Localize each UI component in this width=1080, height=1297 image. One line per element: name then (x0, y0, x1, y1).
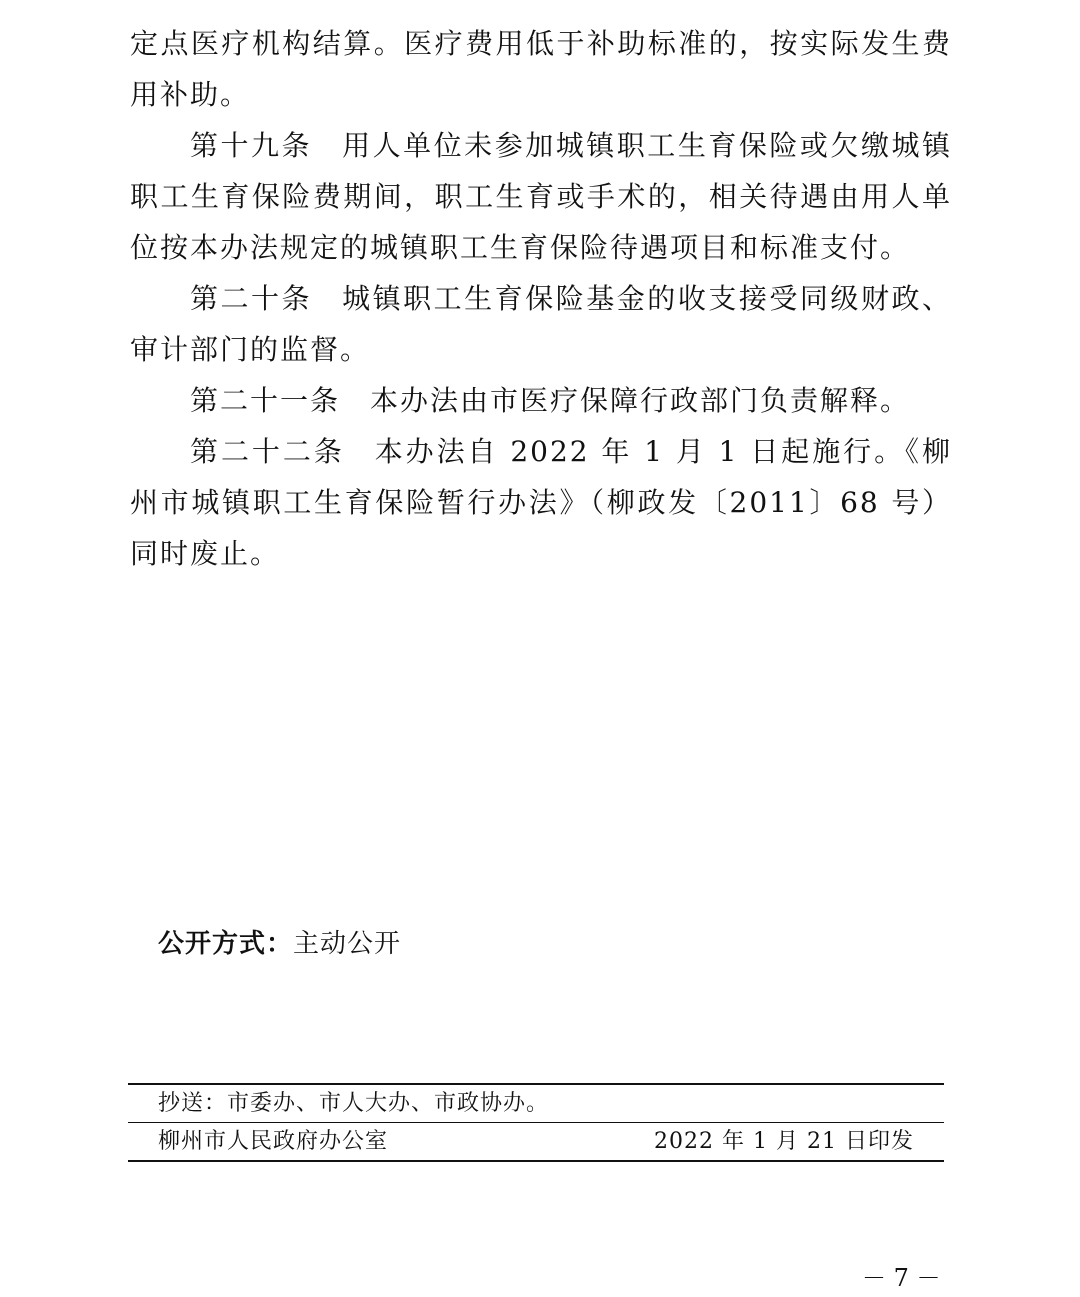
article-21-number: 第二十一条 (190, 384, 341, 417)
footer-rule-middle (128, 1122, 944, 1123)
issuing-office: 柳州市人民政府办公室 (158, 1129, 389, 1154)
footer-rule-bottom (128, 1160, 944, 1162)
article-22-number: 第二十二条 (190, 435, 345, 468)
cc-recipients: 抄送：市委办、市人大办、市政协办。 (158, 1091, 550, 1116)
issue-date: 2022 年 1 月 21 日印发 (654, 1129, 914, 1154)
article-20-number: 第二十条 (190, 282, 313, 315)
article-19-text: 用人单位未参加城镇职工生育保险或欠缴城镇职工生育保险费期间，职工生育或手术的，相关待遇由用人单位按本办法规定的城镇职工生育保险待遇项目和标准支付。 (130, 129, 952, 264)
disclosure-label: 公开方式： (158, 929, 294, 959)
article-20-text: 城镇职工生育保险基金的收支接受同级财政、审计部门的监督。 (130, 282, 952, 366)
document-body (130, 18, 952, 579)
page-number: － 7 － (862, 1264, 941, 1292)
paragraph-continuation: 定点医疗机构结算。医疗费用低于补助标准的，按实际发生费用补助。 (130, 27, 952, 111)
article-19-number: 第十九条 (190, 129, 313, 162)
article-22-text: 本办法自 2022 年 1 月 1 日起施行。《柳州市城镇职工生育保险暂行办法》（柳政发〔2011〕68 号）同时废止。 (130, 435, 952, 570)
article-19 (130, 120, 952, 273)
disclosure-method (158, 924, 401, 964)
article-21 (130, 375, 952, 426)
article-21-text: 本办法由市医疗保障行政部门负责解释。 (370, 384, 911, 417)
disclosure-value: 主动公开 (293, 929, 402, 959)
footer-rule-top (128, 1083, 944, 1085)
article-20 (130, 273, 952, 375)
article-22 (130, 426, 952, 579)
